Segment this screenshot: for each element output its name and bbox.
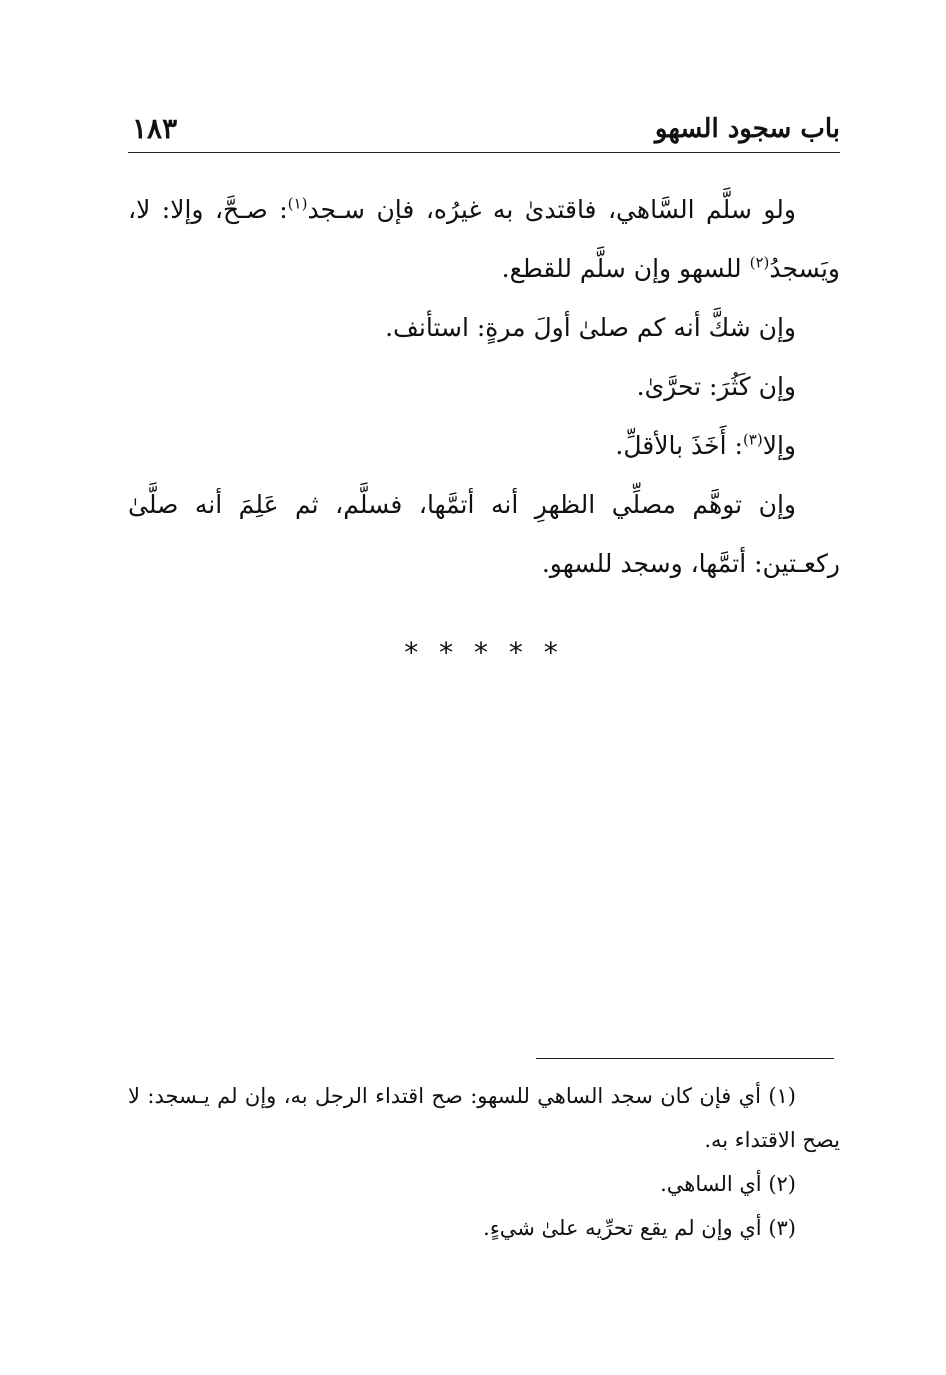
footnote-1: (١) أي فإن كان سجد الساهي للسهو: صح اقتداء الرجل به، وإن لم يـسجد: لا يصح الاقتداء به.	[128, 1084, 840, 1152]
paragraph-1-text-c: للسهو وإن سلَّم للقطع.	[501, 254, 750, 283]
footnote-ref-3[interactable]: (٣)	[742, 430, 763, 449]
page-number: ١٨٣	[132, 112, 178, 145]
paragraph-5: وإن توهَّم مصلِّي الظهرِ أنه أتمَّها، فسلَّم، ثم عَلِمَ أنه صلَّىٰ ركعـتين: أتمَّها، وسجد للسهو.	[128, 490, 840, 578]
paragraph-4-text-a: وإلا	[762, 431, 796, 460]
footnote-ref-2[interactable]: (٢)	[749, 253, 770, 272]
footnote-divider	[536, 1058, 834, 1059]
section-separator: * * * * *	[404, 636, 564, 669]
paragraph-1-text-a: ولو سلَّم السَّاهي، فاقتدىٰ به غيرُه، فإن سـجد	[307, 195, 796, 224]
paragraph-1	[128, 180, 840, 298]
main-text	[128, 180, 840, 593]
paragraph-1-text-b: : صـحَّ، وإلا: لا، ويَسجدُ	[128, 195, 840, 283]
book-page	[128, 100, 840, 1280]
paragraph-2: وإن شكَّ أنه كم صلىٰ أولَ مرةٍ: استأنف.	[385, 313, 796, 342]
paragraph-3: وإن كَثُرَ: تحرَّىٰ.	[636, 372, 796, 401]
footnote-2: (٢) أي الساهي.	[660, 1172, 796, 1196]
footnote-3: (٣) أي وإن لم يقع تحرِّيه علىٰ شيءٍ.	[483, 1216, 796, 1240]
footnotes	[128, 1074, 840, 1250]
running-header	[128, 108, 840, 153]
paragraph-4	[128, 416, 840, 475]
chapter-title: باب سجود السهو	[654, 114, 840, 144]
footnote-ref-1[interactable]: (١)	[287, 194, 308, 213]
paragraph-4-text-b: : أَخَذَ بالأقلِّ.	[615, 431, 743, 460]
